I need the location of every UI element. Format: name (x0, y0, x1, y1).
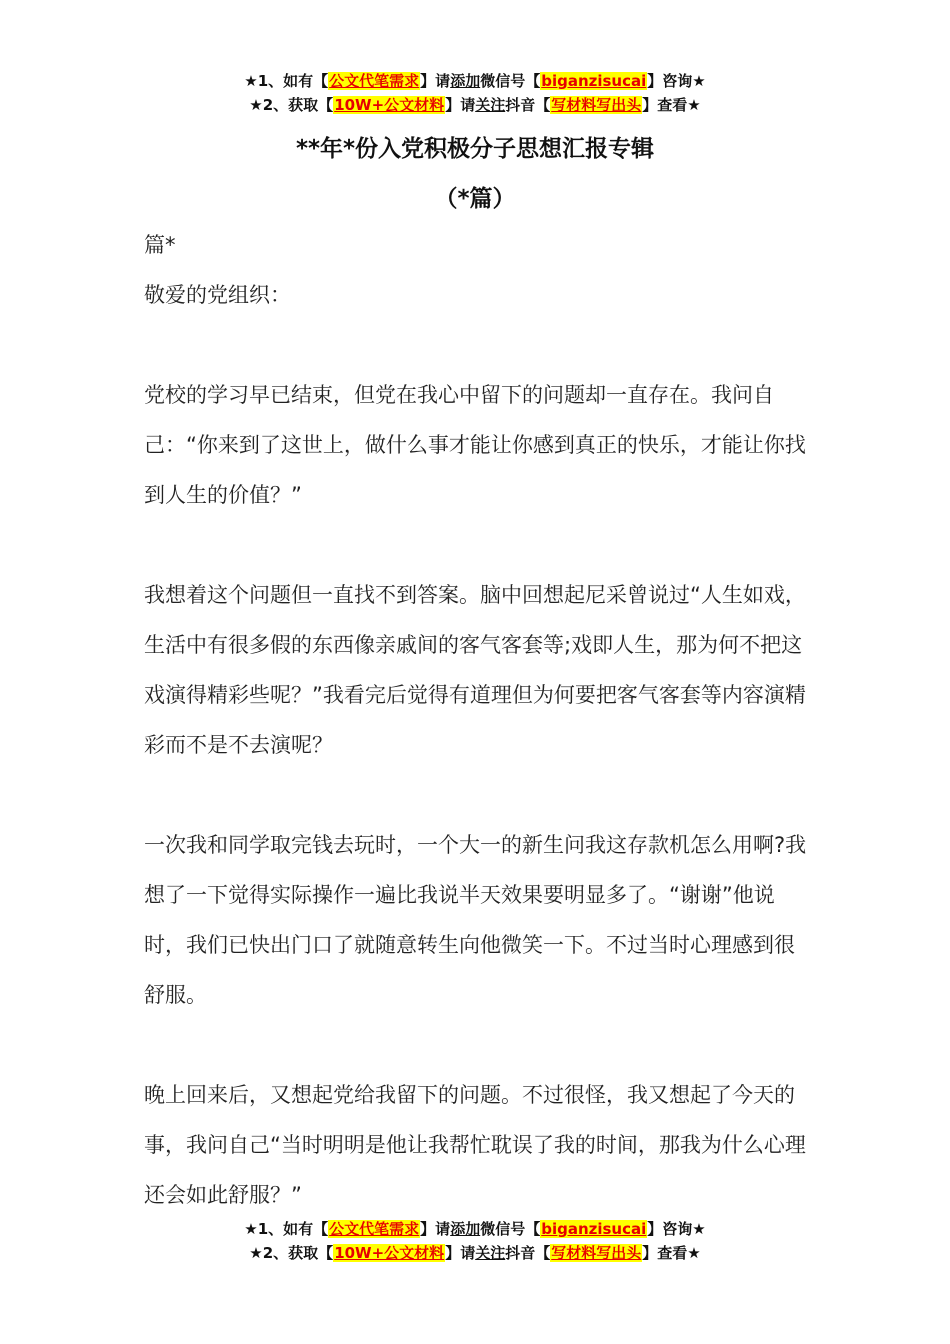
body-paragraph-1: 党校的学习早已结束，但党在我心中留下的问题却一直存在。我问自己：“你来到了这世上，做什么事才能让你感到真正的快乐，才能让你找到人生的价值？” (144, 383, 806, 507)
body-paragraph-3: 一次我和同学取完钱去玩时，一个大一的新生问我这存款机怎么用啊?我想了一下觉得实际操作一遍比我说半天效果要明显多了。“谢谢”他说时，我们已快出门口了就随意转生向他微笑一下。不过当时心理感到很舒服。 (144, 833, 807, 1007)
promo-highlight: 10W+公文材料 (334, 1244, 445, 1262)
promo-text: 】查看★ (642, 96, 701, 114)
promo-underlined-text: 关注 (475, 96, 506, 114)
promo-text: 】咨询★ (647, 72, 706, 90)
paragraph-spacer (144, 320, 810, 370)
document-title: **年*份入党积极分子思想汇报专辑 (295, 136, 655, 162)
promo-text: 】请 (420, 72, 451, 90)
salutation: 敬爱的党组织： (144, 283, 291, 307)
promo-highlight-wechat-id: biganzisucai (541, 1220, 647, 1238)
promo-highlight: 10W+公文材料 (334, 96, 445, 114)
promo-text: 】请 (445, 1244, 476, 1262)
promo-text: 】咨询★ (647, 1220, 706, 1238)
promo-line-2 (0, 1241, 950, 1265)
promo-text: ★1、如有【 (244, 72, 329, 90)
body-paragraph-4: 晚上回来后，又想起党给我留下的问题。不过很怪，我又想起了今天的事，我问自己“当时明明是他让我帮忙耽误了我的时间，那我为什么心理还会如此舒服？” (144, 1083, 806, 1207)
promo-text: 抖音【 (505, 1244, 551, 1262)
promo-highlight: 公文代笔需求 (329, 1220, 420, 1238)
document-body (144, 220, 810, 1220)
promo-banner-bottom (0, 1217, 950, 1265)
promo-line-1 (0, 69, 950, 93)
paragraph-spacer (144, 1020, 810, 1070)
promo-line-1 (0, 1217, 950, 1241)
body-paragraph-2: 我想着这个问题但一直找不到答案。脑中回想起尼采曾说过“人生如戏，生活中有很多假的东西像亲戚间的客气客套等;戏即人生，那为何不把这戏演得精彩些呢？”我看完后觉得有道理但为何要把客气客套等内容演精彩而不是不去演呢？ (144, 583, 806, 757)
promo-highlight-douyin-id: 写材料写出头 (551, 1244, 642, 1262)
promo-highlight-wechat-id: biganzisucai (541, 72, 647, 90)
promo-text: ★2、获取【 (249, 96, 334, 114)
promo-underlined-text: 添加 (450, 1220, 481, 1238)
paragraph-spacer (144, 520, 810, 570)
promo-text: 】查看★ (642, 1244, 701, 1262)
document-subtitle: （*篇） (434, 186, 516, 212)
promo-text: ★2、获取【 (249, 1244, 334, 1262)
section-label: 篇* (144, 233, 176, 257)
promo-text: ★1、如有【 (244, 1220, 329, 1238)
promo-text: 微信号【 (480, 1220, 541, 1238)
promo-text: 抖音【 (505, 96, 551, 114)
promo-underlined-text: 关注 (475, 1244, 506, 1262)
promo-underlined-text: 添加 (450, 72, 481, 90)
promo-banner-top (0, 69, 950, 117)
promo-text: 微信号【 (480, 72, 541, 90)
promo-text: 】请 (445, 96, 476, 114)
paragraph-spacer (144, 770, 810, 820)
promo-highlight-douyin-id: 写材料写出头 (551, 96, 642, 114)
promo-line-2 (0, 93, 950, 117)
promo-highlight: 公文代笔需求 (329, 72, 420, 90)
promo-text: 】请 (420, 1220, 451, 1238)
